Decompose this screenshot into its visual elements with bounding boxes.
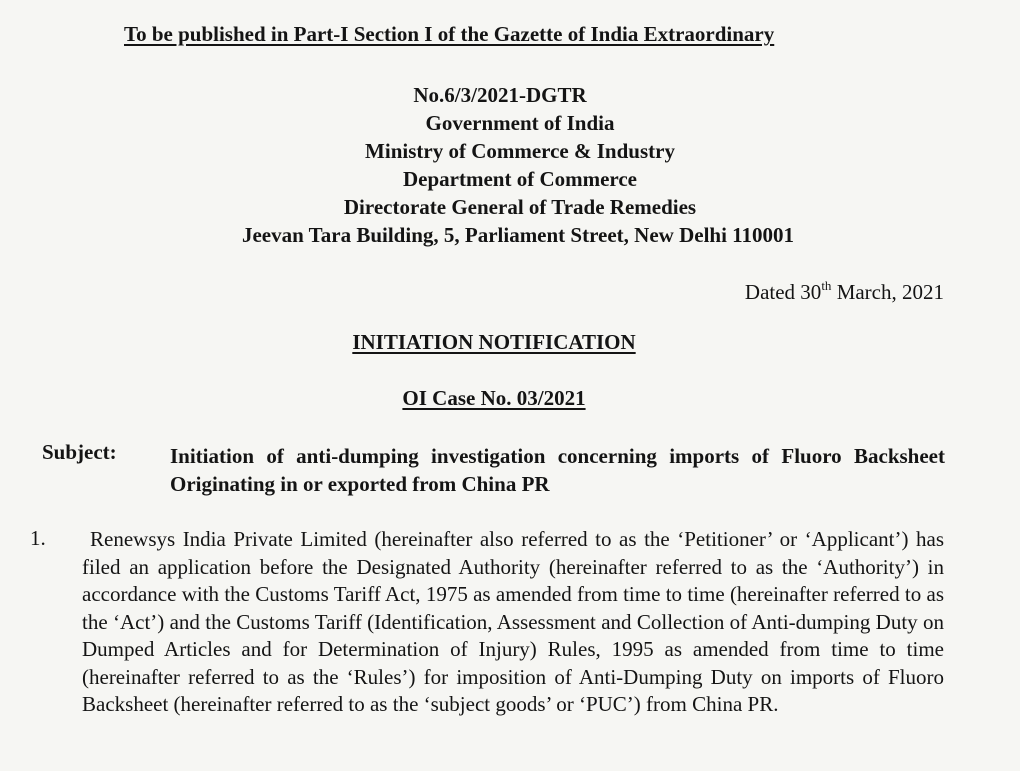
subject-label: Subject: xyxy=(42,440,117,464)
notification-title xyxy=(0,330,988,355)
file-number: No.6/3/2021-DGTR xyxy=(413,83,587,107)
gazette-publication-line: To be published in Part-I Section I of the Gazette of India Extraordinary xyxy=(124,22,775,46)
date-ordinal: th xyxy=(821,278,832,293)
case-number xyxy=(0,386,988,411)
paragraph-text: Renewsys India Private Limited (hereinafter also referred to as the ‘Petitioner’ or ‘Applicant’) has filed an application before the Designated Authority (hereinafter referred to as the ‘Authority’) in accordance with the Customs Tariff Act, 1975 as amended from time to time (hereinafter referred to as the ‘Act’) and the Customs Tariff (Identification, Assessment and Collection of Anti-dumping Duty on Dumped Articles and for Determination of Injury) Rules, 1995 as amended from time to time (hereinafter referred to as the ‘Rules’) for imposition of Anti-Dumping Duty on imports of Fluoro Backsheet (hereinafter referred to as the ‘subject goods’ or ‘PUC’) from China PR. xyxy=(82,527,944,716)
notification-title-text: INITIATION NOTIFICATION xyxy=(352,330,636,354)
subject-text: Initiation of anti-dumping investigation concerning imports of Fluoro Backsheet Originating in or exported from China PR xyxy=(170,444,945,496)
government-name: Government of India xyxy=(425,111,615,135)
case-number-text: OI Case No. 03/2021 xyxy=(402,386,586,410)
department-name: Department of Commerce xyxy=(402,167,637,191)
date-line xyxy=(745,280,944,305)
date-suffix: March, 2021 xyxy=(831,280,944,304)
office-address: Jeevan Tara Building, 5, Parliament Street, New Delhi 110001 xyxy=(241,223,795,247)
date-prefix: Dated 30 xyxy=(744,280,822,304)
paragraph-number: 1. xyxy=(30,526,46,550)
ministry-name: Ministry of Commerce & Industry xyxy=(365,139,675,163)
directorate-name: Directorate General of Trade Remedies xyxy=(343,195,697,219)
